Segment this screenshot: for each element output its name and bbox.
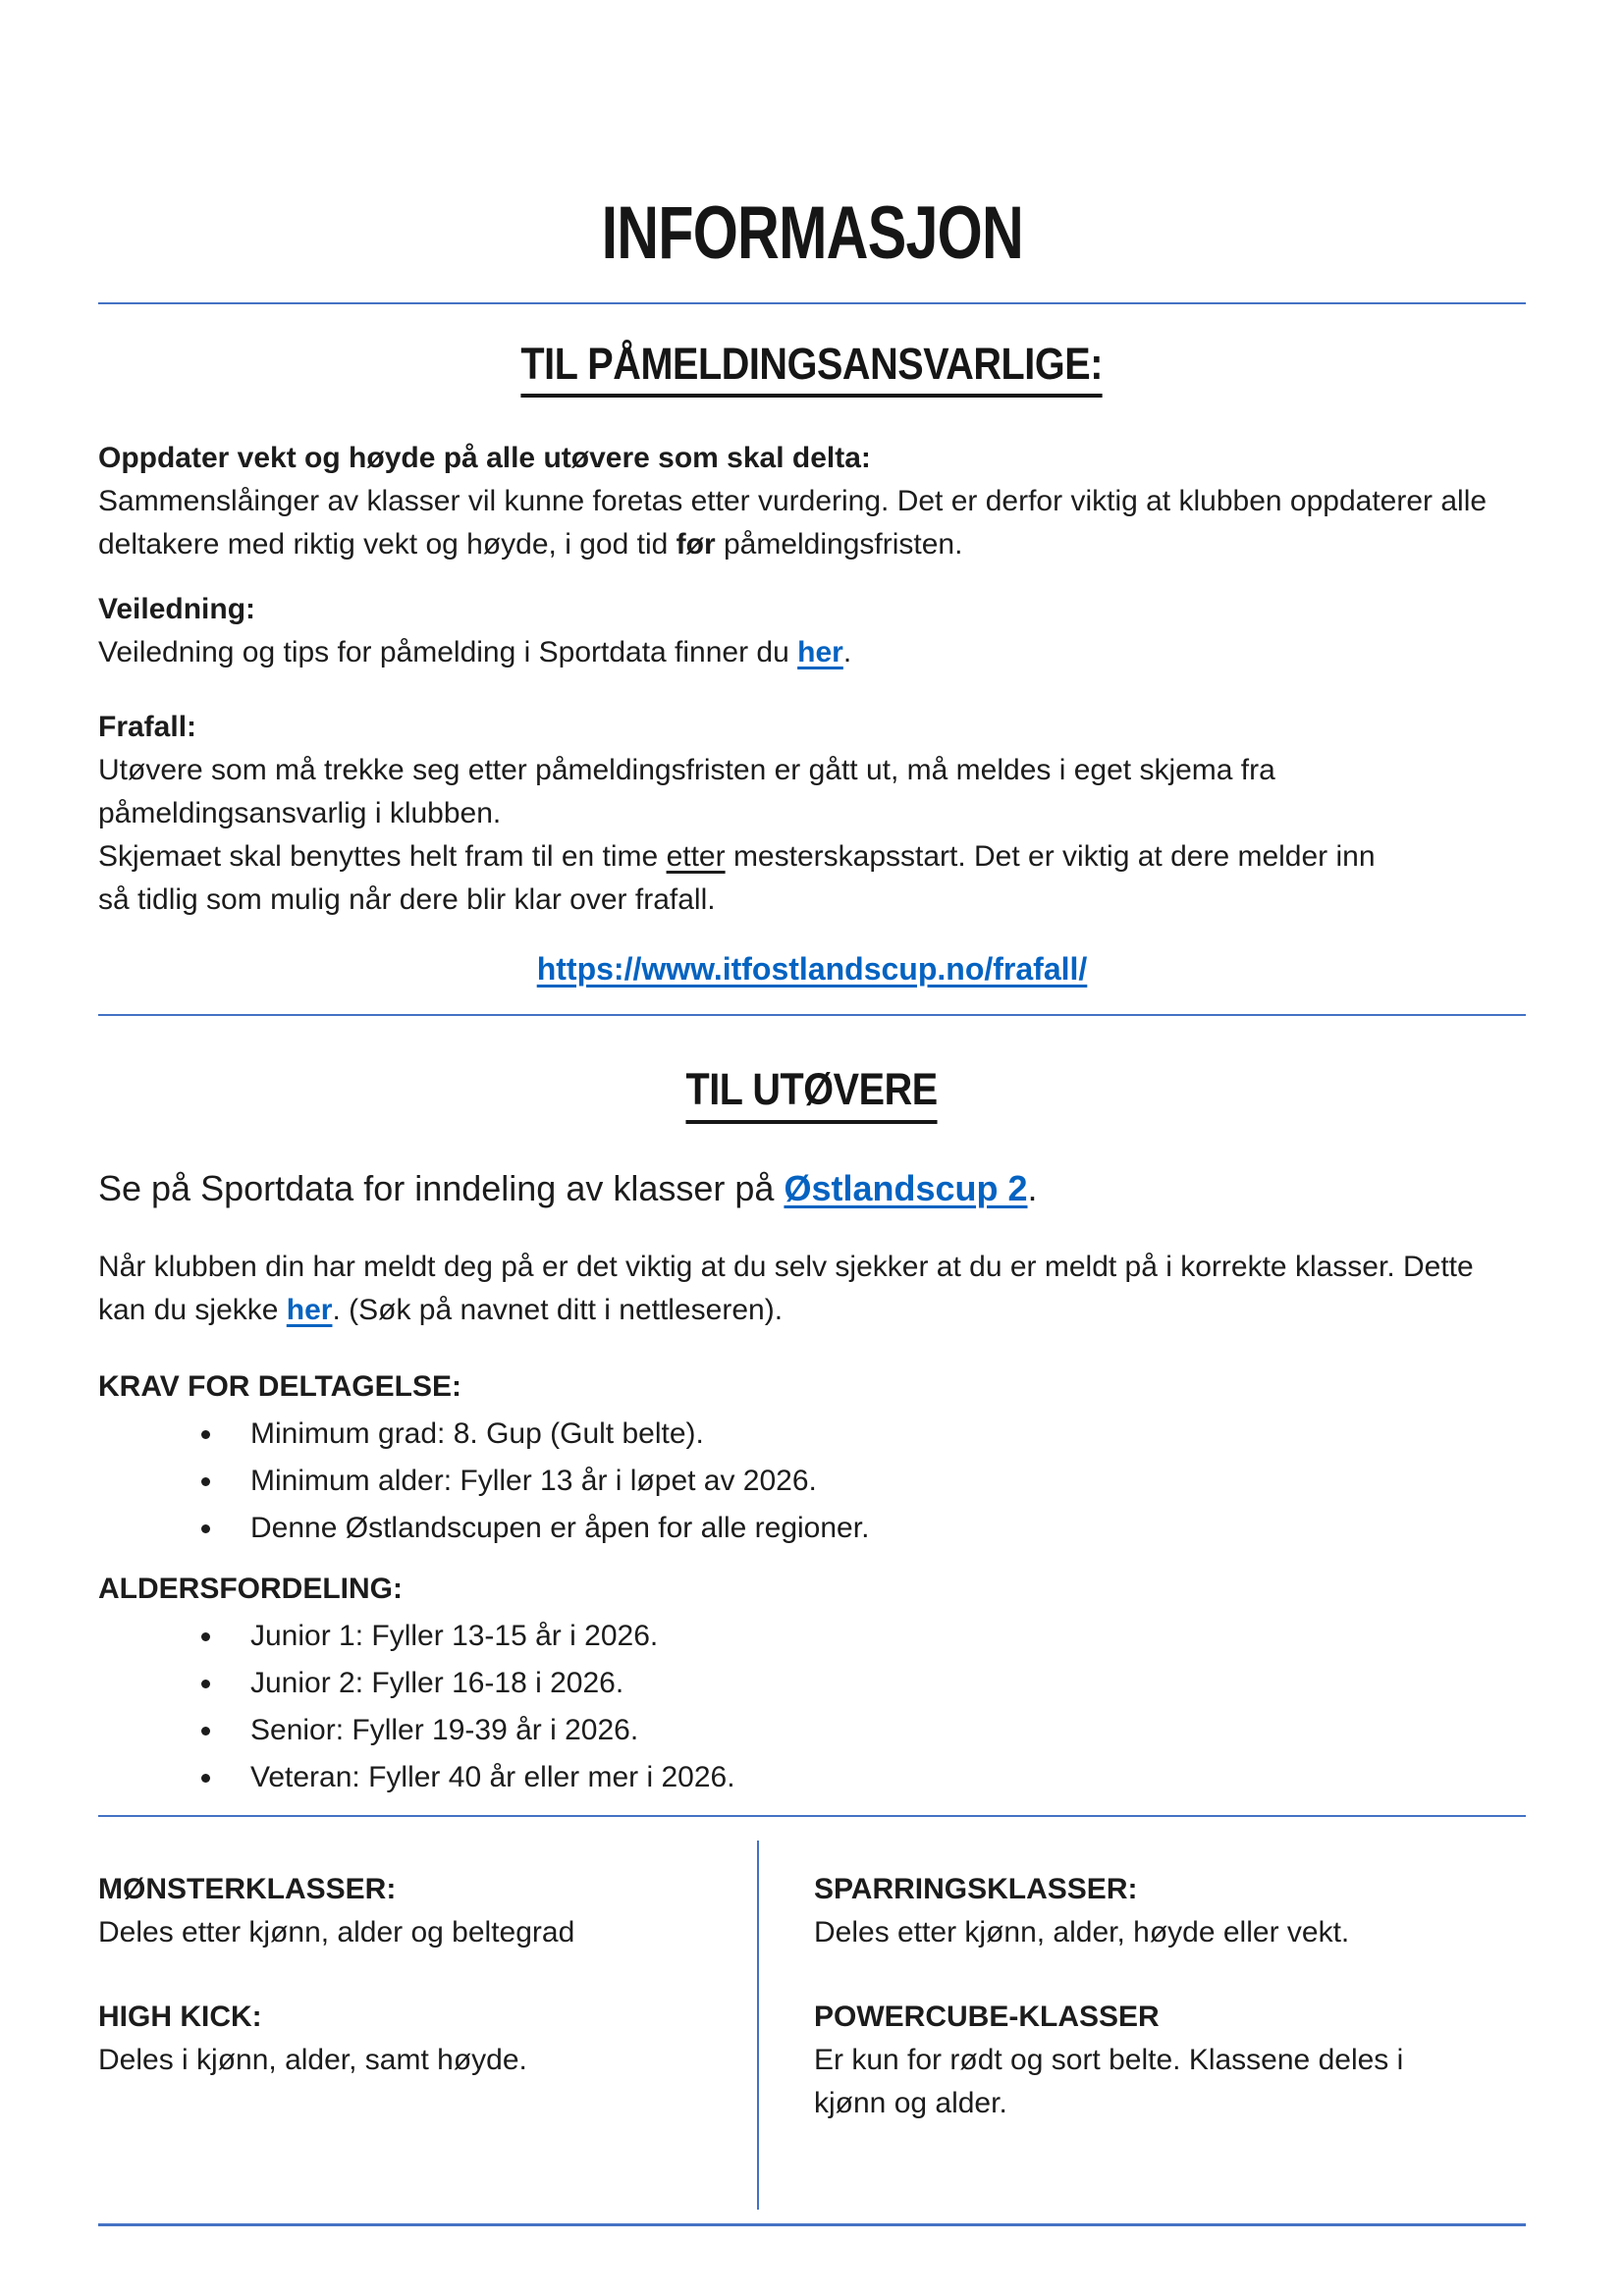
withdrawal-label: Frafall: <box>98 711 197 744</box>
section-divider-middle <box>98 1014 1526 1016</box>
check-line1: Når klubben din har meldt deg på er det viktig at du selv sjekker at du er meldt på i korrekte klasser. Dette <box>98 1250 1474 1283</box>
bullet-icon <box>201 1524 210 1533</box>
high-kick-body: Deles i kjønn, alder, samt høyde. <box>98 2043 527 2076</box>
requirements-list <box>98 1411 1526 1552</box>
guide-text-pre: Veiledning og tips for påmelding i Sportdata finner du <box>98 636 798 669</box>
section-divider-bottom <box>98 2223 1526 2226</box>
age-group-item: Junior 1: Fyller 13-15 år i 2026. <box>250 1619 659 1652</box>
age-group-item: Junior 2: Fyller 16-18 i 2026. <box>250 1666 624 1699</box>
list-item <box>201 1458 1526 1505</box>
list-item <box>201 1613 1526 1660</box>
guide-label: Veiledning: <box>98 593 256 626</box>
guide-here-link[interactable]: her <box>797 636 843 669</box>
high-kick-label: HIGH KICK: <box>98 2000 262 2033</box>
guide-text-post: . <box>842 636 852 669</box>
class-info-right-column <box>757 1841 1526 2210</box>
sparring-classes-body: Deles etter kjønn, alder, høyde eller vekt. <box>814 1915 1350 1949</box>
section-heading-registration: TIL PÅMELDINGSANSVARLIGE: <box>521 340 1104 398</box>
update-body-bold-word: før <box>676 528 716 561</box>
guide-paragraph <box>98 588 1526 674</box>
withdrawal-line3-pre: Skjemaet skal benyttes helt fram til en time <box>98 840 667 874</box>
ostlandscup-link[interactable]: Østlandscup 2 <box>784 1167 1028 1208</box>
section-heading-athletes: TIL UTØVERE <box>686 1065 938 1123</box>
section-divider-classes <box>98 1815 1526 1817</box>
list-item <box>201 1707 1526 1754</box>
withdrawal-line2: påmeldingsansvarlig i klubben. <box>98 797 502 830</box>
pattern-classes-block <box>98 1868 757 1954</box>
class-division-text-pre: Se på Sportdata for inndeling av klasser på <box>98 1167 785 1208</box>
bullet-icon <box>201 1727 210 1735</box>
check-here-link[interactable]: her <box>286 1293 333 1326</box>
bullet-icon <box>201 1680 210 1688</box>
pattern-classes-body: Deles etter kjønn, alder og beltegrad <box>98 1915 575 1949</box>
age-group-item: Veteran: Fyller 40 år eller mer i 2026. <box>250 1760 735 1793</box>
list-item <box>201 1754 1526 1801</box>
update-body-line1: Sammenslåinger av klasser vil kunne foretas etter vurdering. Det er derfor viktig at klubben oppdaterer alle <box>98 485 1488 518</box>
powercube-body-line2: kjønn og alder. <box>814 2086 1007 2119</box>
page-title: INFORMASJON <box>601 191 1023 275</box>
update-label: Oppdater vekt og høyde på alle utøvere som skal delta: <box>98 442 871 475</box>
powercube-label: POWERCUBE-KLASSER <box>814 2000 1160 2033</box>
age-groups-list <box>98 1613 1526 1801</box>
withdrawal-line4: så tidlig som mulig når dere blir klar over frafall. <box>98 883 716 917</box>
check-line2-pre: kan du sjekke <box>98 1293 287 1326</box>
withdrawal-line3-post: mesterskapsstart. Det er viktig at dere melder inn <box>725 840 1376 874</box>
withdrawal-underlined-word: etter <box>666 840 726 874</box>
pattern-classes-label: MØNSTERKLASSER: <box>98 1872 397 1905</box>
sparring-classes-block <box>814 1868 1526 1954</box>
high-kick-block <box>98 1996 757 2082</box>
heading-row-athletes <box>98 1065 1526 1123</box>
update-body-line2-post: påmeldingsfristen. <box>715 528 963 561</box>
class-division-text-post: . <box>1027 1167 1038 1208</box>
requirement-item: Minimum alder: Fyller 13 år i løpet av 2026. <box>250 1464 817 1497</box>
requirement-item: Minimum grad: 8. Gup (Gult belte). <box>250 1416 704 1450</box>
title-row <box>98 0 1526 275</box>
age-groups-label: ALDERSFORDELING: <box>98 1572 403 1605</box>
heading-row-registration <box>98 340 1526 398</box>
list-item <box>201 1505 1526 1552</box>
section-divider-top <box>98 302 1526 304</box>
update-body-line2-pre: deltakere med riktig vekt og høyde, i god tid <box>98 528 677 561</box>
list-item <box>201 1411 1526 1458</box>
powercube-block <box>814 1996 1526 2125</box>
class-info-columns <box>98 1841 1526 2210</box>
check-registration-paragraph <box>98 1246 1526 1332</box>
update-paragraph <box>98 437 1526 566</box>
withdrawal-url-link[interactable]: https://www.itfostlandscup.no/frafall/ <box>536 951 1088 988</box>
requirement-item: Denne Østlandscupen er åpen for alle regioner. <box>250 1511 870 1544</box>
bullet-icon <box>201 1632 210 1641</box>
list-item <box>201 1660 1526 1707</box>
withdrawal-paragraph <box>98 706 1526 922</box>
bullet-icon <box>201 1774 210 1783</box>
age-group-item: Senior: Fyller 19-39 år i 2026. <box>250 1713 639 1746</box>
class-info-left-column <box>98 1841 757 2210</box>
requirements-label: KRAV FOR DELTAGELSE: <box>98 1369 461 1403</box>
bullet-icon <box>201 1430 210 1439</box>
withdrawal-line1: Utøvere som må trekke seg etter påmeldingsfristen er gått ut, må meldes i eget skjema fra <box>98 754 1275 787</box>
withdrawal-link-row <box>98 947 1526 992</box>
class-division-line <box>98 1165 1526 1212</box>
sparring-classes-label: SPARRINGSKLASSER: <box>814 1872 1138 1905</box>
bullet-icon <box>201 1477 210 1486</box>
powercube-body-line1: Er kun for rødt og sort belte. Klassene deles i <box>814 2043 1404 2076</box>
check-line2-post: . (Søk på navnet ditt i nettleseren). <box>332 1293 784 1326</box>
